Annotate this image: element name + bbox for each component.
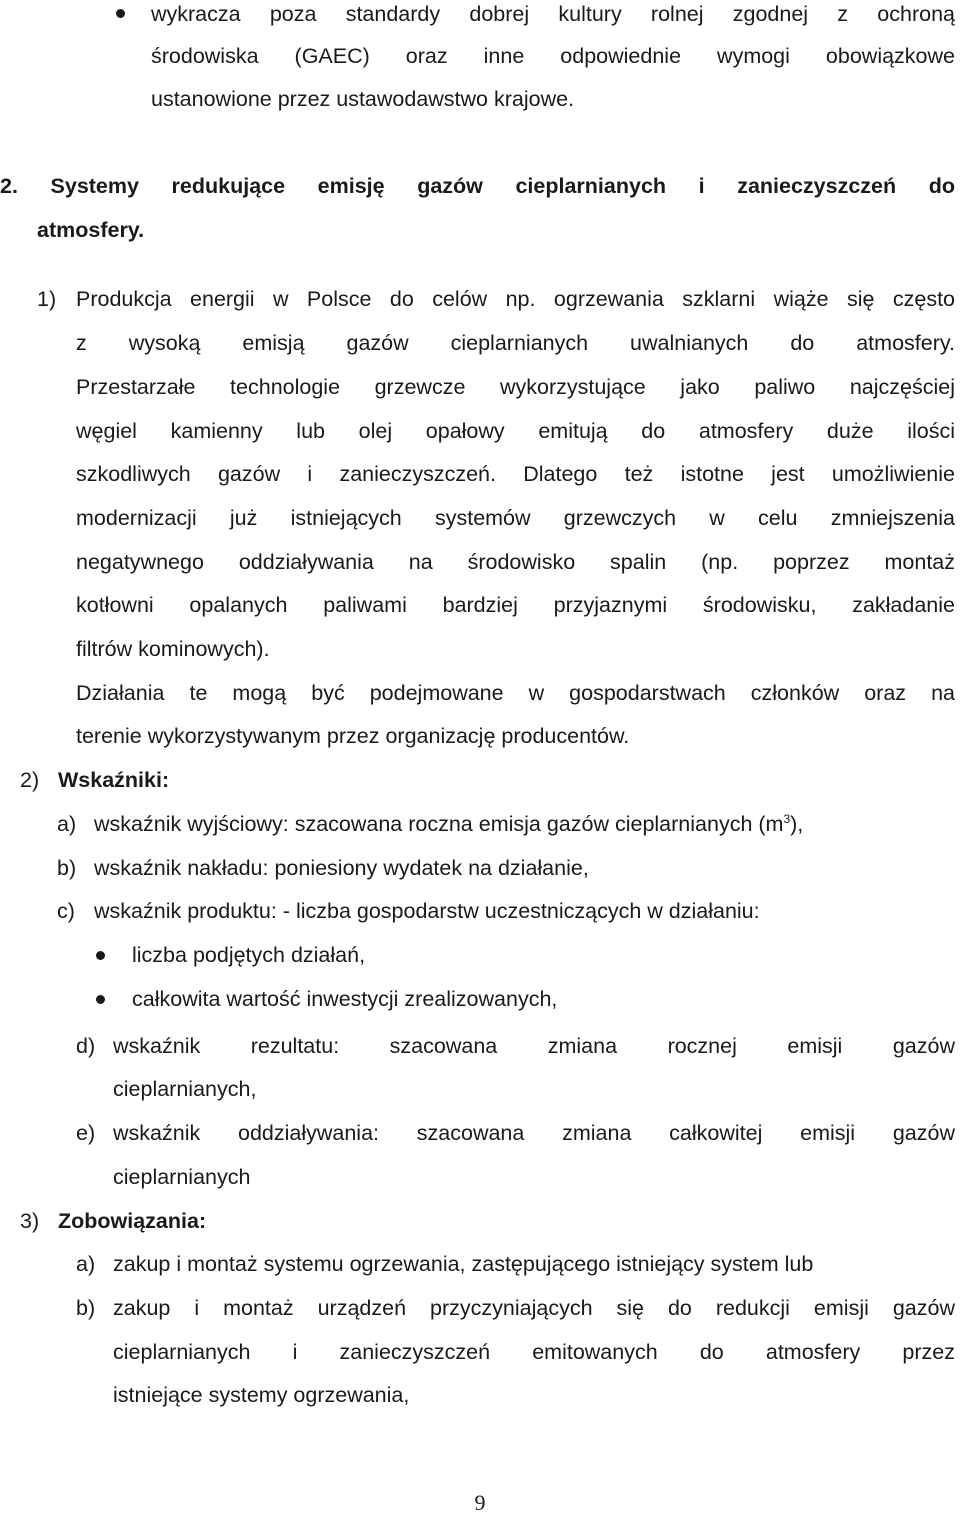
item-2c-bullet-1: liczba podjętych działań, xyxy=(132,943,366,967)
item-1-line-3: Przestarzałe technologie grzewcze wykorzystujące jako paliwo najczęściej xyxy=(76,375,955,399)
item-3b-line-1: zakup i montaż urządzeń przyczyniających się do redukcji emisji gazów xyxy=(113,1296,955,1320)
bullet-icon xyxy=(96,995,105,1004)
page-number: 9 xyxy=(474,1490,486,1515)
item-2c-bullet-2: całkowita wartość inwestycji zrealizowanych, xyxy=(132,987,558,1011)
intro-line-2: środowiska (GAEC) oraz inne odpowiednie wymogi obowiązkowe xyxy=(151,44,955,68)
section-heading-line-2: atmosfery. xyxy=(37,218,145,242)
item-2-number: 2) xyxy=(20,768,40,792)
item-2b-text: wskaźnik nakładu: poniesiony wydatek na działanie, xyxy=(94,856,589,880)
item-2d-label: d) xyxy=(76,1034,96,1058)
item-2c-label: c) xyxy=(57,899,75,923)
item-1-line-9: filtrów kominowych). xyxy=(76,637,270,661)
item-3a-label: a) xyxy=(76,1252,96,1276)
item-2a-main: wskaźnik wyjściowy: szacowana roczna emisja gazów cieplarnianych (m xyxy=(94,812,784,836)
bullet-icon xyxy=(116,9,125,18)
item-2b-label: b) xyxy=(57,856,77,880)
item-3a-text: zakup i montaż systemu ogrzewania, zastępującego istniejący system lub xyxy=(113,1252,814,1276)
item-1-line-1: Produkcja energii w Polsce do celów np. ogrzewania szklarni wiąże się często xyxy=(76,287,955,311)
item-1-line-5: szkodliwych gazów i zanieczyszczeń. Dlatego też istotne jest umożliwienie xyxy=(76,462,955,486)
item-3b-label: b) xyxy=(76,1296,96,1320)
intro-line-1: wykracza poza standardy dobrej kultury rolnej zgodnej z ochroną xyxy=(151,2,955,26)
item-2-heading: Wskaźniki: xyxy=(58,768,170,792)
item-2e-line-1: wskaźnik oddziaływania: szacowana zmiana całkowitej emisji gazów xyxy=(113,1121,955,1145)
bullet-icon xyxy=(96,951,105,960)
item-2c-text: wskaźnik produktu: - liczba gospodarstw uczestniczących w działaniu: xyxy=(94,899,760,923)
section-heading-line-1: 2. Systemy redukujące emisję gazów cieplarnianych i zanieczyszczeń do xyxy=(0,174,955,198)
item-1-line-8: kotłowni opalanych paliwami bardziej przyjaznymi środowisku, zakładanie xyxy=(76,593,955,617)
item-2a-label: a) xyxy=(57,812,77,836)
item-1-line-11: terenie wykorzystywanym przez organizację producentów. xyxy=(76,724,630,748)
item-2a-sup: 3 xyxy=(783,812,791,826)
item-2e-label: e) xyxy=(76,1121,96,1145)
item-2d-line-1: wskaźnik rezultatu: szacowana zmiana rocznej emisji gazów xyxy=(113,1034,955,1058)
item-3b-line-3: istniejące systemy ogrzewania, xyxy=(113,1383,410,1407)
item-1-line-4: węgiel kamienny lub olej opałowy emitują do atmosfery duże ilości xyxy=(76,419,955,443)
item-1-line-10: Działania te mogą być podejmowane w gospodarstwach członków oraz na xyxy=(76,681,955,705)
item-3-number: 3) xyxy=(20,1209,40,1233)
intro-line-3: ustanowione przez ustawodawstwo krajowe. xyxy=(151,87,575,111)
item-2a-tail: ), xyxy=(790,812,804,836)
item-1-line-7: negatywnego oddziaływania na środowisko spalin (np. poprzez montaż xyxy=(76,550,955,574)
item-2a-text xyxy=(94,802,803,846)
item-3-heading: Zobowiązania: xyxy=(58,1209,207,1233)
item-2d-line-2: cieplarnianych, xyxy=(113,1077,257,1101)
item-1-line-2: z wysoką emisją gazów cieplarnianych uwalnianych do atmosfery. xyxy=(76,331,955,355)
item-1-number: 1) xyxy=(37,287,57,311)
item-3b-line-2: cieplarnianych i zanieczyszczeń emitowanych do atmosfery przez xyxy=(113,1340,955,1364)
item-1-line-6: modernizacji już istniejących systemów grzewczych w celu zmniejszenia xyxy=(76,506,955,530)
item-2e-line-2: cieplarnianych xyxy=(113,1165,251,1189)
